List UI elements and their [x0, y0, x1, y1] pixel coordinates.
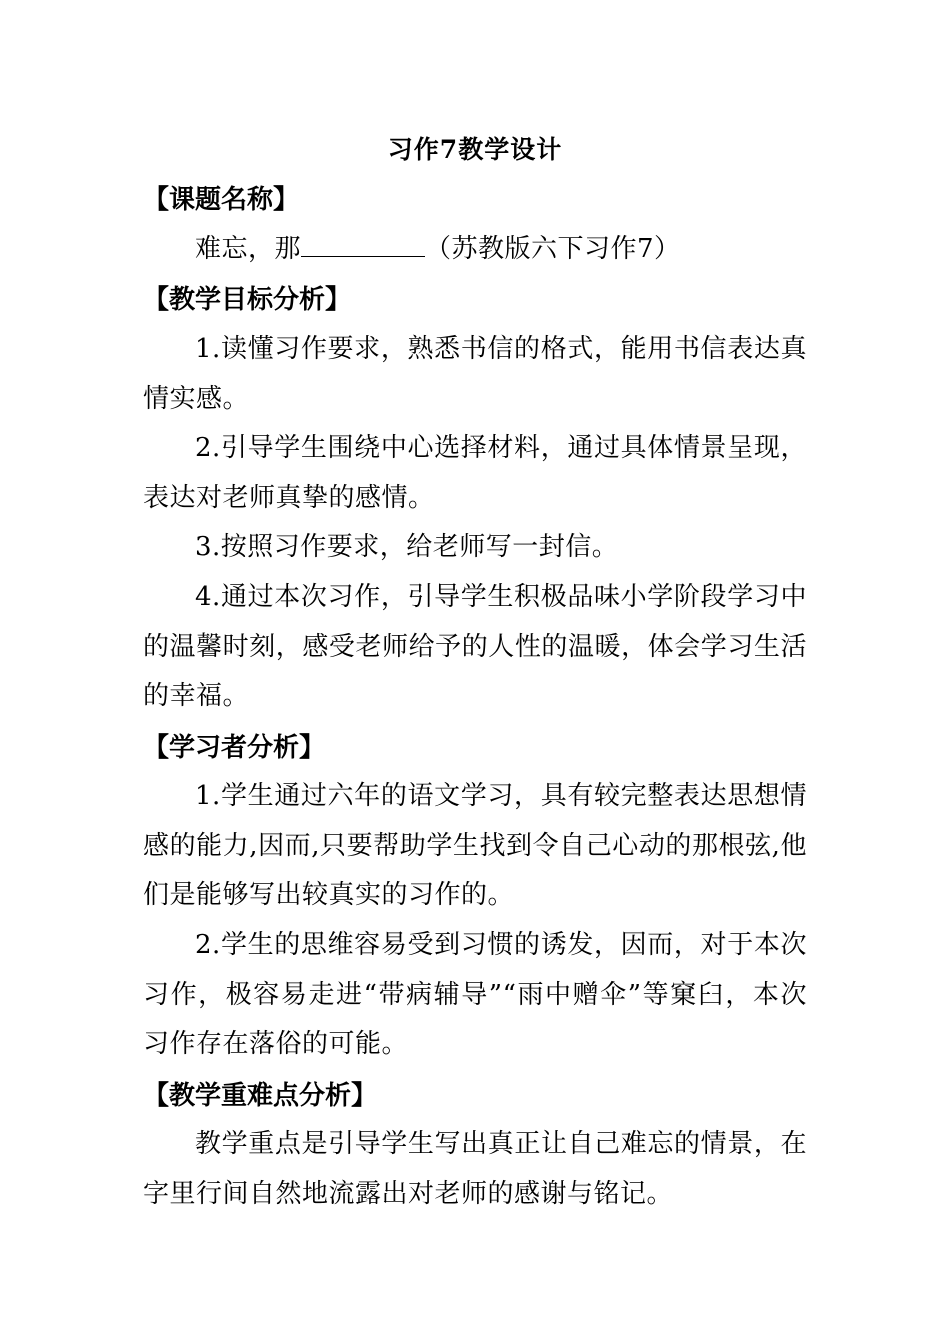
topic-suffix: （苏教版六下习作7）: [425, 234, 681, 264]
keypoint-item: 教学重点是引导学生写出真正让自己难忘的情景，在字里行间自然地流露出对老师的感谢与铭记。: [143, 1129, 807, 1209]
section-heading-goals: 【教学目标分析】: [143, 285, 352, 315]
document-title: 习作7教学设计: [387, 135, 563, 164]
topic-prefix: 难忘，那: [195, 234, 302, 264]
goal-item: 2.引导学生围绕中心选择材料，通过具体情景呈现，表达对老师真挚的感情。: [143, 433, 807, 513]
topic-line: [143, 225, 807, 275]
section-heading-topic: 【课题名称】: [143, 185, 300, 215]
section-heading-learners: 【学习者分析】: [143, 733, 326, 763]
learner-item: 2.学生的思维容易受到习惯的诱发，因而，对于本次习作，极容易走进“带病辅导”“雨中赠伞”等窠臼，本次习作存在落俗的可能。: [143, 930, 807, 1059]
goal-item: 4.通过本次习作，引导学生积极品味小学阶段学习中的温馨时刻，感受老师给予的人性的温暖，体会学习生活的幸福。: [143, 582, 807, 711]
learner-item: 1.学生通过六年的语文学习，具有较完整表达思想情感的能力,因而,只要帮助学生找到令自己心动的那根弦,他们是能够写出较真实的习作的。: [143, 781, 807, 910]
goal-item: 3.按照习作要求，给老师写一封信。: [195, 532, 619, 562]
fill-in-blank: [301, 234, 425, 257]
goal-item: 1.读懂习作要求，熟悉书信的格式，能用书信表达真情实感。: [143, 334, 807, 414]
section-heading-keypoints: 【教学重难点分析】: [143, 1081, 378, 1111]
